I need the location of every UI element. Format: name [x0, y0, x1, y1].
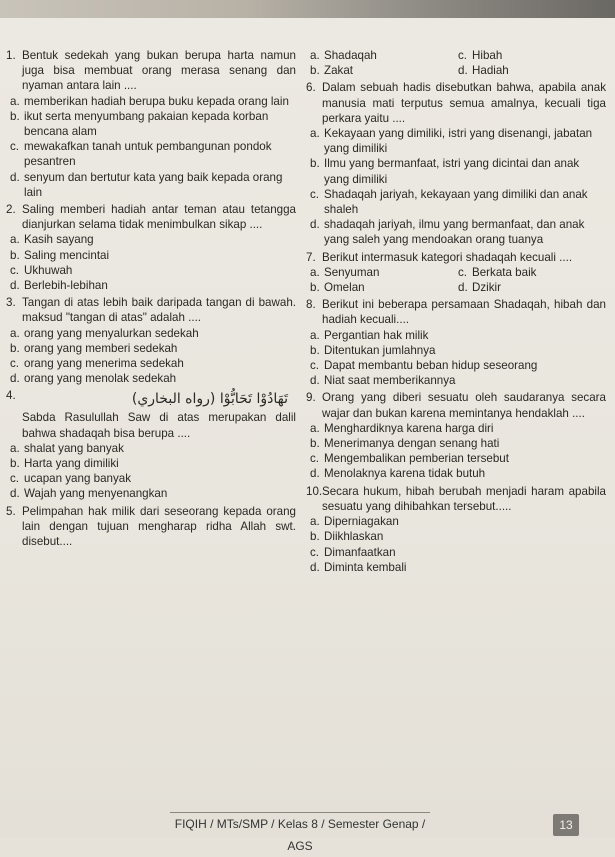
question-text: Dalam sebuah hadis disebutkan bahwa, apabila anak manusia mati terputus semua amalnya, kecuali tiga perkara yaitu .... — [322, 81, 606, 125]
option-a: memberikan hadiah berupa buku kepada orang lain — [24, 94, 289, 108]
hadith-arabic-text: تَهَادُوْا تَحَابُّوْا (رواه البخاري) — [131, 391, 288, 408]
option-d: senyum dan bertutur kata yang baik kepada orang lain — [24, 170, 283, 199]
question-8: 8. Berikut ini beberapa persamaan Shadaqah, hibah dan hadiah kecuali.... a. Pergantian hak milik b. Ditentukan jumlahnya c. Dapat membantu beban hidup seseorang d. Niat saat memberikannya — [306, 298, 606, 388]
option-d: Berlebih-lebihan — [24, 279, 108, 293]
question-text: Berikut ini beberapa persamaan Shadaqah, hibah dan hadiah kecuali.... — [322, 298, 606, 327]
option-a: Pergantian hak milik — [324, 328, 429, 342]
option-c: Hibah — [472, 49, 503, 62]
option-c: Berkata baik — [472, 265, 537, 279]
option-a: Shadaqah — [324, 49, 377, 62]
footer-text: FIQIH / MTs/SMP / Kelas 8 / Semester Genap / AGS — [170, 812, 430, 835]
question-text: Tangan di atas lebih baik daripada tangan di bawah. maksud "tangan di atas" adalah .... — [22, 296, 296, 325]
option-d: Menolaknya karena tidak butuh — [324, 467, 486, 481]
question-text: Saling memberi hadiah antar teman atau tetangga dianjurkan selama tidak menimbulkan sikap .... — [22, 203, 296, 232]
option-b: ikut serta menyumbang pakaian kepada korban bencana alam — [24, 109, 269, 139]
option-c: Shadaqah jariyah, kekayaan yang dimiliki dan anak shaleh — [324, 187, 588, 217]
option-b: Harta yang dimiliki — [24, 457, 119, 471]
option-c: orang yang menerima sedekah — [24, 357, 184, 371]
option-c: Dapat membantu beban hidup seseorang — [324, 359, 538, 373]
option-b: Saling mencintai — [24, 248, 110, 262]
option-d: Wajah yang menyenangkan — [24, 487, 168, 501]
option-b: Menerimanya dengan senang hati — [324, 437, 500, 451]
question-text: Secara hukum, hibah berubah menjadi haram apabila sesuatu yang dihibahkan tersebut..... — [322, 484, 606, 513]
option-c: mewakafkan tanah untuk pembangunan pondok pesantren — [24, 140, 272, 169]
option-d: Dzikir — [472, 281, 501, 295]
option-b: Zakat — [324, 64, 353, 78]
question-text: Pelimpahan hak milik dari seseorang kepada orang lain dengan tujuan mengharap ridha Allah swt. disebut.... — [22, 504, 296, 549]
option-b: Ditentukan jumlahnya — [324, 343, 436, 357]
question-10: 10. Secara hukum, hibah berubah menjadi haram apabila sesuatu yang dihibahkan tersebut..... a. Diperniagakan b. Diikhlaskan c. Dimanfaatkan d. Diminta kembali — [306, 484, 606, 574]
option-d: Hadiah — [472, 64, 509, 78]
question-text: Orang yang diberi sesuatu oleh saudaranya secara wajar dan bukan karena memintanya hendaklah .... — [322, 391, 606, 420]
question-6: 6. Dalam sebuah hadis disebutkan bahwa, apabila anak manusia mati terputus semua amalnya, kecuali tiga perkara yaitu .... a. Kekayaan yang dimiliki, istri yang disenangi, jabatan yang dimiliki b. Ilmu yang bermanfaat, istri yang dicintai dan anak yang dimiliki c. Shadaqah jariyah, kekayaan yang dimiliki dan anak shaleh d. shadaqah jariyah, ilmu yang bermanfaat, dan anak yang saleh yang mendoakan orang tuanya — [306, 81, 606, 247]
question-1: 1. Bentuk sedekah yang bukan berupa harta namun juga bisa membuat orang merasa senang dan nyaman antara lain .... a. memberikan hadiah berupa buku kepada orang lain b. ikut serta menyumbang pakaian kepada korban bencana alam c. mewakafkan tanah untuk pembangunan pondok pesantren d. senyum dan bertutur kata yang baik kepada orang lain — [6, 49, 296, 199]
question-5: 5. Pelimpahan hak milik dari seseorang kepada orang lain dengan tujuan mengharap ridha Allah swt. disebut.... — [6, 504, 296, 549]
question-2: 2. Saling memberi hadiah antar teman atau tetangga dianjurkan selama tidak menimbulkan sikap .... a. Kasih sayang b. Saling mencintai c. Ukhuwah d. Berlebih-lebihan — [6, 203, 296, 293]
question-4: 4. تَهَادُوْا تَحَابُّوْا (رواه البخاري) Sabda Rasulullah Saw di atas merupakan dalil bahwa shadaqah bisa berupa .... a. shalat yang banyak b. Harta yang dimiliki c. ucapan yang banyak d. Wajah yang menyenangkan — [6, 389, 296, 501]
option-a: Kasih sayang — [24, 233, 94, 247]
question-1-options-cont: a. Shadaqah c. Hibah b. Zakat d. Hadiah — [310, 49, 509, 78]
question-3: 3. Tangan di atas lebih baik daripada tangan di bawah. maksud "tangan di atas" adalah .... a. orang yang menyalurkan sedekah b. orang yang memberi sedekah c. orang yang menerima sedekah d. orang yang menolak sedekah — [6, 296, 296, 386]
question-number: 1. — [6, 49, 16, 62]
option-c: ucapan yang banyak — [24, 472, 132, 486]
question-9: 9. Orang yang diberi sesuatu oleh saudaranya secara wajar dan bukan karena memintanya hendaklah .... a. Menghardiknya karena harga diri b. Menerimanya dengan senang hati c. Mengembalikan pemberian tersebut d. Menolaknya karena tidak butuh — [306, 391, 606, 481]
option-b: Omelan — [324, 281, 365, 295]
option-a: Menghardiknya karena harga diri — [324, 421, 494, 435]
question-text: Bentuk sedekah yang bukan berupa harta namun juga bisa membuat orang merasa senang dan nyaman antara lain .... — [22, 49, 296, 93]
option-c: Mengembalikan pemberian tersebut — [324, 452, 509, 466]
option-d: Diminta kembali — [324, 560, 407, 574]
option-a: Kekayaan yang dimiliki, istri yang disenangi, jabatan yang dimiliki — [324, 127, 593, 156]
option-a: Diperniagakan — [324, 515, 399, 529]
option-a: orang yang menyalurkan sedekah — [24, 326, 199, 340]
option-b: Diikhlaskan — [324, 530, 384, 544]
page-number: 13 — [553, 814, 579, 836]
worksheet-page — [0, 18, 615, 837]
option-d: Niat saat memberikannya — [324, 374, 456, 388]
right-column — [306, 48, 606, 577]
question-text: Berikut intermasuk kategori shadaqah kecuali .... — [322, 250, 573, 264]
option-d: orang yang menolak sedekah — [24, 372, 177, 386]
option-b: Ilmu yang bermanfaat, istri yang dicintai dan anak yang dimiliki — [324, 157, 580, 186]
question-7: 7. Berikut intermasuk kategori shadaqah kecuali .... a. Senyuman c. Berkata baik b. Omelan d. Dzikir — [306, 250, 606, 296]
option-a: shalat yang banyak — [24, 441, 124, 455]
option-a: Senyuman — [324, 265, 380, 279]
option-d: shadaqah jariyah, ilmu yang bermanfaat, dan anak yang saleh yang mendoakan orang tuanya — [324, 218, 585, 247]
option-c: Dimanfaatkan — [324, 545, 396, 559]
question-text: Sabda Rasulullah Saw di atas merupakan dalil bahwa shadaqah bisa berupa .... — [22, 411, 296, 440]
option-c: Ukhuwah — [24, 263, 73, 277]
left-column — [6, 48, 296, 551]
option-b: orang yang memberi sedekah — [24, 341, 178, 355]
